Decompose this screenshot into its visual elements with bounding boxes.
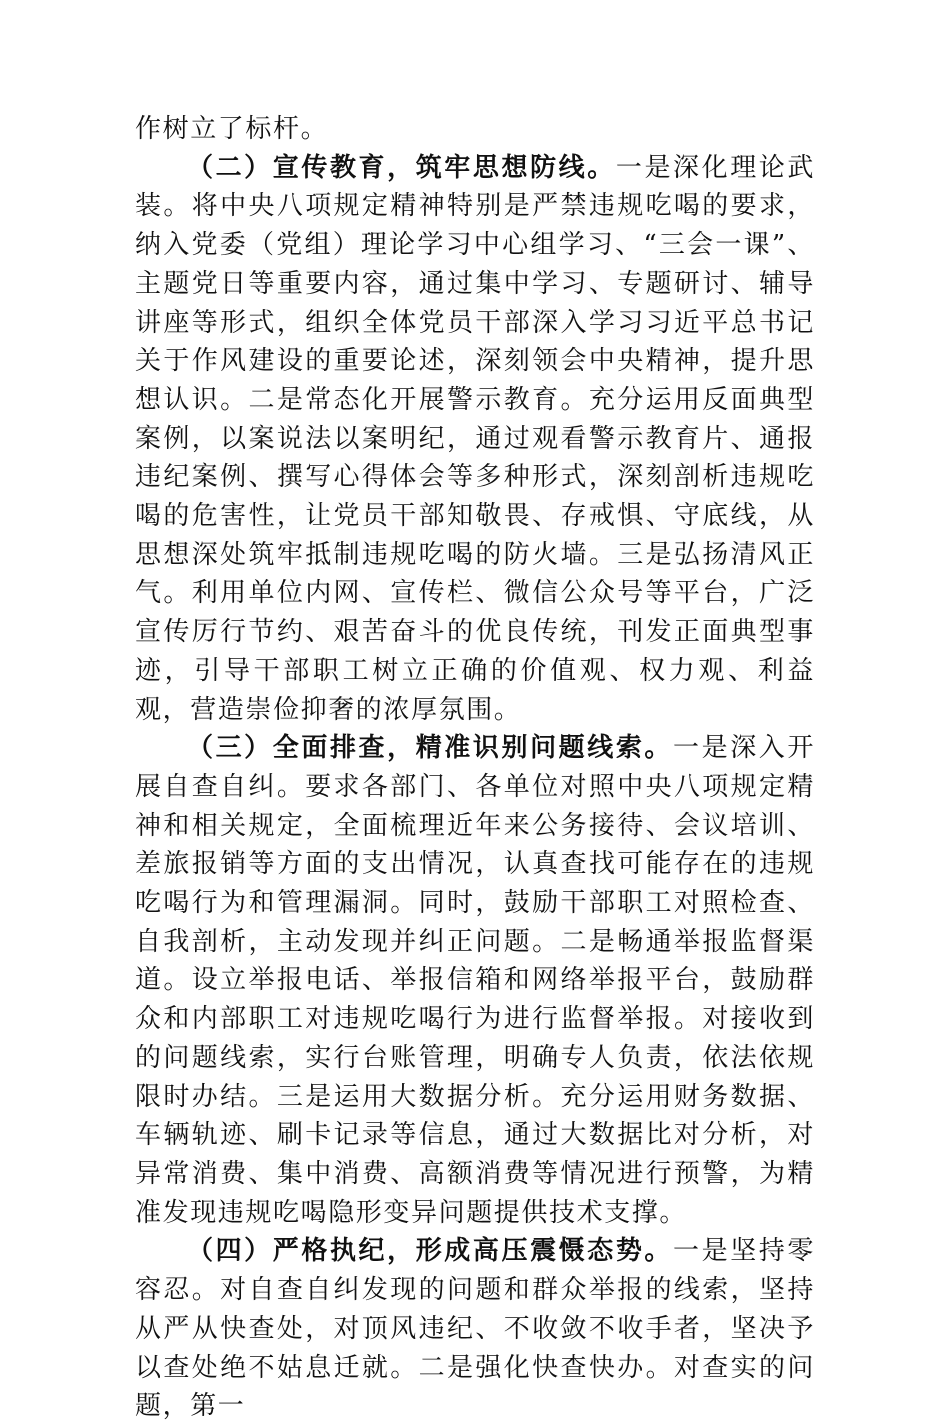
paragraph-text: 一是深入开展自查自纠。要求各部门、各单位对照中央八项规定精神和相关规定，全面梳理近年来公务接待、会议培训、差旅报销等方面的支出情况，认真查找可能存在的违规吃喝行为和管理漏洞。同时，鼓励干部职工对照检查、自我剖析，主动发现并纠正问题。二是畅通举报监督渠道。设立举报电话、举报信箱和网络举报平台，鼓励群众和内部职工对违规吃喝行为进行监督举报。对接收到的问题线索，实行台账管理，明确专人负责，依法依规限时办结。三是运用大数据分析。充分运用财务数据、车辆轨迹、刷卡记录等信息，通过大数据比对分析，对异常消费、集中消费、高额消费等情况进行预警，为精准发现违规吃喝隐形变异问题提供技术支撑。	[135, 733, 815, 1228]
document-body	[135, 110, 815, 1426]
section-heading: （四）严格执纪，形成高压震慑态势。	[187, 1236, 674, 1267]
paragraph-section-3	[135, 729, 815, 1232]
paragraph-text: 作树立了标杆。	[135, 114, 329, 144]
section-heading: （三）全面排查，精准识别问题线索。	[187, 733, 674, 764]
section-heading: （二）宣传教育，筑牢思想防线。	[187, 152, 616, 183]
paragraph-section-4	[135, 1232, 815, 1426]
paragraph-continuation	[135, 110, 815, 149]
paragraph-text: 一是深化理论武装。将中央八项规定精神特别是严禁违规吃喝的要求，纳入党委（党组）理论学习中心组学习、“三会一课”、主题党日等重要内容，通过集中学习、专题研讨、辅导讲座等形式，组织全体党员干部深入学习习近平总书记关于作风建设的重要论述，深刻领会中央精神，提升思想认识。二是常态化开展警示教育。充分运用反面典型案例，以案说法以案明纪，通过观看警示教育片、通报违纪案例、撰写心得体会等多种形式，深刻剖析违规吃喝的危害性，让党员干部知敬畏、存戒惧、守底线，从思想深处筑牢抵制违规吃喝的防火墙。三是弘扬清风正气。利用单位内网、宣传栏、微信公众号等平台，广泛宣传厉行节约、艰苦奋斗的优良传统，刊发正面典型事迹，引导干部职工树立正确的价值观、权力观、利益观，营造崇俭抑奢的浓厚氛围。	[135, 152, 815, 725]
paragraph-text: 一是坚持零容忍。对自查自纠发现的问题和群众举报的线索，坚持从严从快查处，对顶风违纪、不收敛不收手者，坚决予以查处绝不姑息迁就。二是强化快查快办。对查实的问题，第一	[135, 1236, 815, 1422]
paragraph-section-2	[135, 149, 815, 730]
